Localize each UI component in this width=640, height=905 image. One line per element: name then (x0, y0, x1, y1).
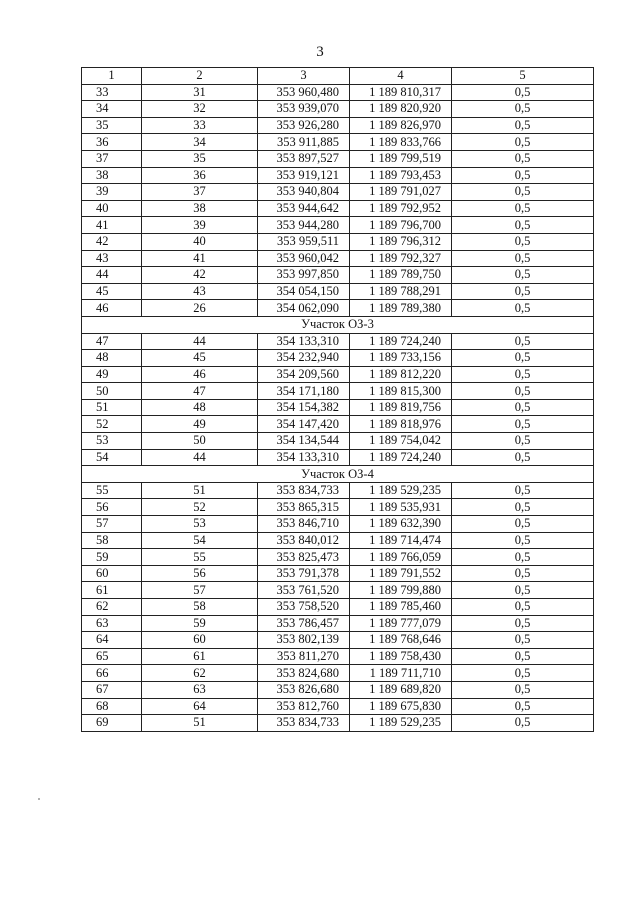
table-row (82, 399, 594, 416)
table-cell: 354 133,310 (258, 449, 350, 466)
table-cell: 354 134,544 (258, 433, 350, 450)
table-row (82, 383, 594, 400)
table-row (82, 134, 594, 151)
table-cell: 46 (142, 366, 258, 383)
table-cell: 47 (82, 333, 142, 350)
table-cell: 1 189 796,312 (350, 233, 452, 250)
table-cell: 1 189 724,240 (350, 449, 452, 466)
table-cell: 0,5 (452, 416, 594, 433)
table-header-row (82, 68, 594, 85)
table-row (82, 482, 594, 499)
table-cell: 58 (82, 532, 142, 549)
table-cell: 353 761,520 (258, 582, 350, 599)
table-row (82, 167, 594, 184)
table-cell: 1 189 826,970 (350, 117, 452, 134)
table-cell: 353 940,804 (258, 184, 350, 201)
section-title: Участок ОЗ-4 (82, 466, 594, 483)
table-cell: 44 (82, 267, 142, 284)
table-cell: 51 (142, 715, 258, 732)
column-number-1: 1 (82, 68, 142, 85)
table-cell: 67 (82, 681, 142, 698)
table-row (82, 549, 594, 566)
table-cell: 62 (142, 665, 258, 682)
table-cell: 1 189 791,027 (350, 184, 452, 201)
table-row (82, 582, 594, 599)
table-cell: 1 189 529,235 (350, 482, 452, 499)
table-cell: 33 (142, 117, 258, 134)
table-cell: 0,5 (452, 715, 594, 732)
table-row (82, 416, 594, 433)
table-cell: 1 189 714,474 (350, 532, 452, 549)
table-cell: 66 (82, 665, 142, 682)
table-cell: 55 (82, 482, 142, 499)
table-row (82, 283, 594, 300)
table-cell: 0,5 (452, 333, 594, 350)
table-cell: 46 (82, 300, 142, 317)
table-row (82, 433, 594, 450)
table-cell: 0,5 (452, 648, 594, 665)
table-cell: 60 (82, 565, 142, 582)
table-cell: 0,5 (452, 449, 594, 466)
table-cell: 39 (142, 217, 258, 234)
table-cell: 353 825,473 (258, 549, 350, 566)
table-cell: 1 189 792,327 (350, 250, 452, 267)
table-cell: 32 (142, 101, 258, 118)
table-cell: 65 (82, 648, 142, 665)
table-cell: 55 (142, 549, 258, 566)
table-row (82, 333, 594, 350)
table-cell: 1 189 819,756 (350, 399, 452, 416)
table-row (82, 84, 594, 101)
table-cell: 354 147,420 (258, 416, 350, 433)
table-cell: 43 (82, 250, 142, 267)
table-cell: 353 944,280 (258, 217, 350, 234)
table-cell: 353 834,733 (258, 482, 350, 499)
table-cell: 0,5 (452, 516, 594, 533)
page-number: 3 (316, 44, 324, 60)
table-cell: 353 811,270 (258, 648, 350, 665)
table-cell: 63 (82, 615, 142, 632)
table-cell: 0,5 (452, 549, 594, 566)
table-cell: 0,5 (452, 615, 594, 632)
table-cell: 49 (142, 416, 258, 433)
table-cell: 40 (142, 233, 258, 250)
table-cell: 48 (142, 399, 258, 416)
table-row (82, 300, 594, 317)
table-row (82, 267, 594, 284)
table-cell: 1 189 789,380 (350, 300, 452, 317)
table-cell: 1 189 833,766 (350, 134, 452, 151)
table-cell: 41 (142, 250, 258, 267)
table-cell: 353 865,315 (258, 499, 350, 516)
table-cell: 49 (82, 366, 142, 383)
table-cell: 353 758,520 (258, 599, 350, 616)
table-cell: 1 189 789,750 (350, 267, 452, 284)
table-cell: 1 189 818,976 (350, 416, 452, 433)
table-cell: 1 189 815,300 (350, 383, 452, 400)
table-cell: 353 960,042 (258, 250, 350, 267)
table-cell: 36 (142, 167, 258, 184)
table-cell: 0,5 (452, 366, 594, 383)
table-cell: 35 (82, 117, 142, 134)
table-cell: 1 189 689,820 (350, 681, 452, 698)
table-cell: 0,5 (452, 582, 594, 599)
table-cell: 0,5 (452, 532, 594, 549)
table-cell: 0,5 (452, 233, 594, 250)
table-cell: 353 897,527 (258, 150, 350, 167)
table-cell: 353 959,511 (258, 233, 350, 250)
table-cell: 59 (142, 615, 258, 632)
table-cell: 57 (82, 516, 142, 533)
table-cell: 38 (142, 200, 258, 217)
table-cell: 35 (142, 150, 258, 167)
table-cell: 42 (82, 233, 142, 250)
table-row (82, 532, 594, 549)
table-row (82, 665, 594, 682)
table-cell: 1 189 535,931 (350, 499, 452, 516)
table-row (82, 449, 594, 466)
table-row (82, 516, 594, 533)
table-cell: 1 189 632,390 (350, 516, 452, 533)
table-cell: 51 (142, 482, 258, 499)
table-cell: 1 189 810,317 (350, 84, 452, 101)
table-cell: 354 133,310 (258, 333, 350, 350)
table-cell: 63 (142, 681, 258, 698)
table-cell: 41 (82, 217, 142, 234)
table-cell: 0,5 (452, 134, 594, 151)
table-row (82, 681, 594, 698)
table-cell: 50 (142, 433, 258, 450)
table-cell: 1 189 799,519 (350, 150, 452, 167)
table-cell: 353 997,850 (258, 267, 350, 284)
table-cell: 50 (82, 383, 142, 400)
table-cell: 0,5 (452, 117, 594, 134)
table-cell: 0,5 (452, 399, 594, 416)
table-cell: 0,5 (452, 698, 594, 715)
table-cell: 353 944,642 (258, 200, 350, 217)
column-number-5: 5 (452, 68, 594, 85)
table-cell: 353 960,480 (258, 84, 350, 101)
table-row (82, 565, 594, 582)
table-cell: 26 (142, 300, 258, 317)
table-cell: 0,5 (452, 599, 594, 616)
table-cell: 353 834,733 (258, 715, 350, 732)
table-cell: 34 (82, 101, 142, 118)
section-title: Участок ОЗ-3 (82, 316, 594, 333)
table-cell: 354 209,560 (258, 366, 350, 383)
table-row (82, 250, 594, 267)
table-cell: 45 (142, 350, 258, 367)
table-cell: 37 (82, 150, 142, 167)
table-cell: 54 (82, 449, 142, 466)
table-cell: 0,5 (452, 267, 594, 284)
table-cell: 0,5 (452, 200, 594, 217)
table-cell: 1 189 799,880 (350, 582, 452, 599)
section-row (82, 316, 594, 333)
table-cell: 1 189 758,430 (350, 648, 452, 665)
table-row (82, 350, 594, 367)
table-row (82, 366, 594, 383)
table-cell: 31 (142, 84, 258, 101)
table-cell: 353 919,121 (258, 167, 350, 184)
table-cell: 45 (82, 283, 142, 300)
table-cell: 57 (142, 582, 258, 599)
table-cell: 353 840,012 (258, 532, 350, 549)
table-row (82, 217, 594, 234)
table-cell: 0,5 (452, 383, 594, 400)
table-cell: 354 054,150 (258, 283, 350, 300)
coordinates-table (81, 67, 594, 732)
scan-speck (38, 798, 40, 800)
table-cell: 43 (142, 283, 258, 300)
table-row (82, 233, 594, 250)
table-cell: 0,5 (452, 350, 594, 367)
table-row (82, 648, 594, 665)
table-cell: 39 (82, 184, 142, 201)
table-cell: 353 786,457 (258, 615, 350, 632)
table-cell: 353 826,680 (258, 681, 350, 698)
table-cell: 1 189 724,240 (350, 333, 452, 350)
table-cell: 61 (142, 648, 258, 665)
table-cell: 1 189 785,460 (350, 599, 452, 616)
table-cell: 52 (142, 499, 258, 516)
table-cell: 0,5 (452, 681, 594, 698)
table-cell: 1 189 812,220 (350, 366, 452, 383)
table-cell: 64 (82, 632, 142, 649)
table-row (82, 499, 594, 516)
table-row (82, 715, 594, 732)
table-cell: 48 (82, 350, 142, 367)
table-cell: 53 (142, 516, 258, 533)
table-cell: 1 189 754,042 (350, 433, 452, 450)
table-row (82, 599, 594, 616)
table-cell: 354 232,940 (258, 350, 350, 367)
table-row (82, 632, 594, 649)
table-cell: 51 (82, 399, 142, 416)
table-cell: 47 (142, 383, 258, 400)
table-cell: 353 939,070 (258, 101, 350, 118)
table-cell: 69 (82, 715, 142, 732)
table-cell: 353 812,760 (258, 698, 350, 715)
table-cell: 58 (142, 599, 258, 616)
table-cell: 0,5 (452, 84, 594, 101)
table-cell: 56 (142, 565, 258, 582)
table-cell: 0,5 (452, 665, 594, 682)
table-cell: 0,5 (452, 283, 594, 300)
column-number-4: 4 (350, 68, 452, 85)
table-cell: 0,5 (452, 167, 594, 184)
table-cell: 42 (142, 267, 258, 284)
table-cell: 353 911,885 (258, 134, 350, 151)
table-cell: 68 (82, 698, 142, 715)
table-cell: 60 (142, 632, 258, 649)
table-cell: 37 (142, 184, 258, 201)
table-cell: 1 189 777,079 (350, 615, 452, 632)
table-cell: 0,5 (452, 632, 594, 649)
table-cell: 353 802,139 (258, 632, 350, 649)
table-cell: 62 (82, 599, 142, 616)
table-cell: 0,5 (452, 101, 594, 118)
table-cell: 1 189 792,952 (350, 200, 452, 217)
table-cell: 1 189 529,235 (350, 715, 452, 732)
table-cell: 44 (142, 333, 258, 350)
table-cell: 59 (82, 549, 142, 566)
table-cell: 353 824,680 (258, 665, 350, 682)
table-cell: 1 189 768,646 (350, 632, 452, 649)
table-row (82, 184, 594, 201)
table-cell: 0,5 (452, 300, 594, 317)
table-row (82, 150, 594, 167)
table-cell: 61 (82, 582, 142, 599)
table-cell: 0,5 (452, 150, 594, 167)
table-cell: 54 (142, 532, 258, 549)
table-cell: 34 (142, 134, 258, 151)
table-cell: 64 (142, 698, 258, 715)
table-cell: 1 189 675,830 (350, 698, 452, 715)
table-cell: 1 189 711,710 (350, 665, 452, 682)
section-row (82, 466, 594, 483)
table-cell: 0,5 (452, 433, 594, 450)
table-cell: 38 (82, 167, 142, 184)
table-cell: 354 171,180 (258, 383, 350, 400)
table-cell: 0,5 (452, 250, 594, 267)
table-cell: 353 846,710 (258, 516, 350, 533)
table-row (82, 615, 594, 632)
table-row (82, 117, 594, 134)
table-cell: 1 189 791,552 (350, 565, 452, 582)
table-row (82, 101, 594, 118)
table-cell: 354 062,090 (258, 300, 350, 317)
table-cell: 0,5 (452, 565, 594, 582)
column-number-2: 2 (142, 68, 258, 85)
table-cell: 1 189 788,291 (350, 283, 452, 300)
table-cell: 0,5 (452, 217, 594, 234)
table-cell: 40 (82, 200, 142, 217)
table-cell: 56 (82, 499, 142, 516)
table-cell: 52 (82, 416, 142, 433)
table-cell: 354 154,382 (258, 399, 350, 416)
table-cell: 353 791,378 (258, 565, 350, 582)
table-cell: 1 189 733,156 (350, 350, 452, 367)
table-cell: 0,5 (452, 499, 594, 516)
table-cell: 0,5 (452, 184, 594, 201)
table-cell: 33 (82, 84, 142, 101)
table-cell: 1 189 793,453 (350, 167, 452, 184)
table-cell: 1 189 766,059 (350, 549, 452, 566)
table-cell: 353 926,280 (258, 117, 350, 134)
table-row (82, 698, 594, 715)
table-cell: 1 189 820,920 (350, 101, 452, 118)
table-cell: 36 (82, 134, 142, 151)
table-cell: 53 (82, 433, 142, 450)
table-cell: 44 (142, 449, 258, 466)
table-cell: 1 189 796,700 (350, 217, 452, 234)
table-cell: 0,5 (452, 482, 594, 499)
table-row (82, 200, 594, 217)
column-number-3: 3 (258, 68, 350, 85)
